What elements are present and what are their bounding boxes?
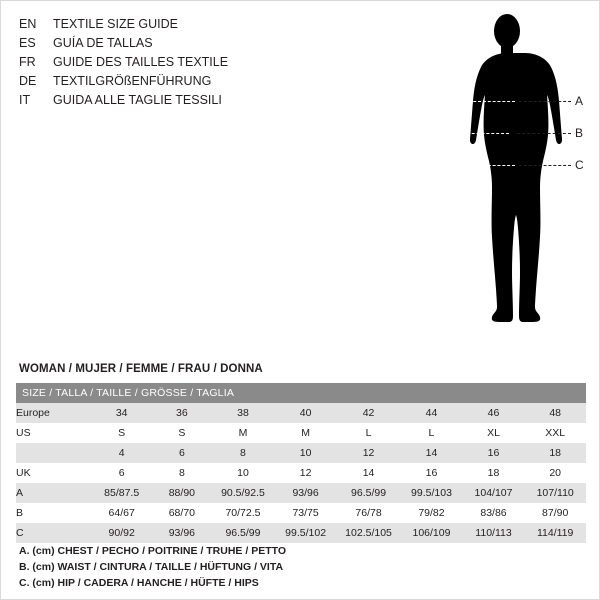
cell: S bbox=[91, 423, 152, 443]
cell: 8 bbox=[212, 443, 275, 463]
cell: 99.5/102 bbox=[274, 523, 336, 543]
cell: S bbox=[152, 423, 211, 443]
cell: 10 bbox=[274, 443, 336, 463]
row-label-a: A bbox=[16, 483, 91, 503]
cell: 36 bbox=[152, 403, 211, 423]
cell: 6 bbox=[152, 443, 211, 463]
note-b: B. (cm) WAIST / CINTURA / TAILLE / HÜFTUNG / VITA bbox=[19, 561, 284, 573]
cell: 46 bbox=[463, 403, 525, 423]
woman-silhouette-icon bbox=[431, 9, 591, 369]
row-label-us: US bbox=[16, 423, 91, 443]
cell: 106/109 bbox=[400, 523, 462, 543]
cell: 79/82 bbox=[400, 503, 462, 523]
title-block bbox=[19, 15, 349, 110]
cell: 64/67 bbox=[91, 503, 152, 523]
cell: 110/113 bbox=[463, 523, 525, 543]
cell: 16 bbox=[463, 443, 525, 463]
cell: 42 bbox=[337, 403, 401, 423]
cell: 114/119 bbox=[524, 523, 586, 543]
title-text-de: TEXTILGRÖßENFÜHRUNG bbox=[53, 74, 212, 88]
measure-line-b-lead bbox=[517, 133, 571, 134]
cell: 70/72.5 bbox=[212, 503, 275, 523]
cell: 16 bbox=[400, 463, 462, 483]
cell: XXL bbox=[524, 423, 586, 443]
cell: 96.5/99 bbox=[337, 483, 401, 503]
cell: 10 bbox=[212, 463, 275, 483]
cell: 88/90 bbox=[152, 483, 211, 503]
language-code-es: ES bbox=[19, 36, 36, 50]
cell: XL bbox=[463, 423, 525, 443]
cell: 14 bbox=[337, 463, 401, 483]
table-row bbox=[16, 463, 586, 483]
woman-silhouette-figure bbox=[431, 9, 591, 369]
title-row-it bbox=[19, 91, 349, 110]
table-header-row bbox=[16, 383, 586, 403]
title-row-en bbox=[19, 15, 349, 34]
measure-line-c-body bbox=[449, 165, 515, 166]
title-row-de bbox=[19, 72, 349, 91]
cell: 12 bbox=[337, 443, 401, 463]
measure-line-c-lead bbox=[519, 165, 571, 166]
language-code-en: EN bbox=[19, 17, 37, 31]
cell: 6 bbox=[91, 463, 152, 483]
cell: 76/78 bbox=[337, 503, 401, 523]
cell: 14 bbox=[400, 443, 462, 463]
cell: 90.5/92.5 bbox=[212, 483, 275, 503]
cell: 20 bbox=[524, 463, 586, 483]
title-text-en: TEXTILE SIZE GUIDE bbox=[53, 17, 179, 31]
cell: 68/70 bbox=[152, 503, 211, 523]
row-label-us-numeric bbox=[16, 443, 91, 463]
note-a: A. (cm) CHEST / PECHO / POITRINE / TRUHE / PETTO bbox=[19, 545, 287, 557]
row-label-europe: Europe bbox=[16, 403, 91, 423]
cell: 93/96 bbox=[274, 483, 336, 503]
language-code-fr: FR bbox=[19, 55, 36, 69]
cell: 48 bbox=[524, 403, 586, 423]
size-table bbox=[16, 383, 586, 543]
measure-label-b: B bbox=[575, 126, 584, 140]
row-label-b: B bbox=[16, 503, 91, 523]
measure-label-a: A bbox=[575, 94, 584, 108]
cell: 38 bbox=[212, 403, 275, 423]
table-row bbox=[16, 503, 586, 523]
cell: 96.5/99 bbox=[212, 523, 275, 543]
cell: M bbox=[212, 423, 275, 443]
measure-label-c: C bbox=[575, 158, 584, 172]
table-row bbox=[16, 523, 586, 543]
measure-line-b-body bbox=[457, 133, 509, 134]
language-code-de: DE bbox=[19, 74, 37, 88]
note-c: C. (cm) HIP / CADERA / HANCHE / HÜFTE / HIPS bbox=[19, 577, 259, 589]
title-text-fr: GUIDE DES TAILLES TEXTILE bbox=[53, 55, 229, 69]
cell: 34 bbox=[91, 403, 152, 423]
title-row-fr bbox=[19, 53, 349, 72]
cell: 8 bbox=[152, 463, 211, 483]
table-header-label: SIZE / TALLA / TAILLE / GRÖSSE / TAGLIA bbox=[16, 383, 586, 403]
cell: 83/86 bbox=[463, 503, 525, 523]
cell: 73/75 bbox=[274, 503, 336, 523]
cell: 4 bbox=[91, 443, 152, 463]
cell: 99.5/103 bbox=[400, 483, 462, 503]
cell: 40 bbox=[274, 403, 336, 423]
table-row bbox=[16, 423, 586, 443]
cell: 93/96 bbox=[152, 523, 211, 543]
table-row bbox=[16, 443, 586, 463]
measure-line-a-body bbox=[449, 101, 515, 102]
cell: 18 bbox=[463, 463, 525, 483]
cell: 107/110 bbox=[524, 483, 586, 503]
table-row bbox=[16, 403, 586, 423]
measurement-notes bbox=[19, 543, 579, 591]
cell: M bbox=[274, 423, 336, 443]
title-text-es: GUÍA DE TALLAS bbox=[53, 36, 153, 50]
table-group-title: WOMAN / MUJER / FEMME / FRAU / DONNA bbox=[19, 363, 263, 375]
cell: L bbox=[400, 423, 462, 443]
cell: 102.5/105 bbox=[337, 523, 401, 543]
language-code-it: IT bbox=[19, 93, 31, 107]
measure-line-a-lead bbox=[519, 101, 571, 102]
cell: 44 bbox=[400, 403, 462, 423]
cell: 12 bbox=[274, 463, 336, 483]
cell: 85/87.5 bbox=[91, 483, 152, 503]
row-label-uk: UK bbox=[16, 463, 91, 483]
cell: 87/90 bbox=[524, 503, 586, 523]
cell: 18 bbox=[524, 443, 586, 463]
cell: 104/107 bbox=[463, 483, 525, 503]
cell: 90/92 bbox=[91, 523, 152, 543]
row-label-c: C bbox=[16, 523, 91, 543]
cell: L bbox=[337, 423, 401, 443]
title-text-it: GUIDA ALLE TAGLIE TESSILI bbox=[53, 93, 222, 107]
title-row-es bbox=[19, 34, 349, 53]
table-row bbox=[16, 483, 586, 503]
